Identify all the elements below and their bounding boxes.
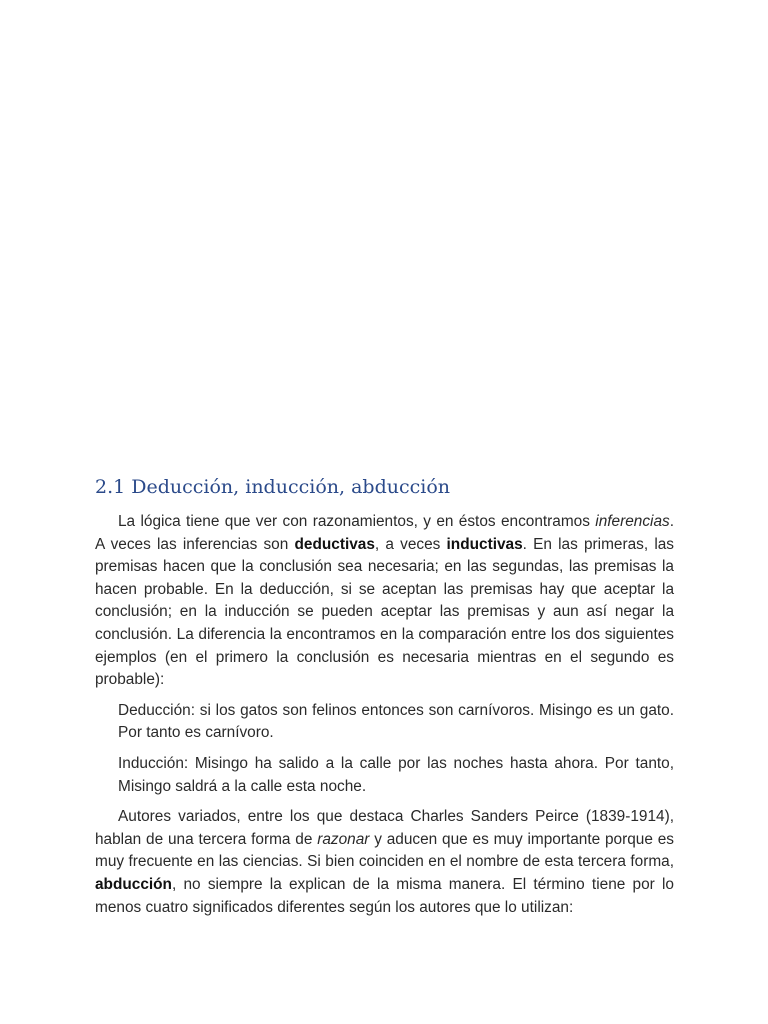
term-abduccion: abducción (95, 875, 172, 893)
section-title: 2.1 Deducción, inducción, abducción (95, 476, 450, 498)
abduction-text-1: Autores variados, entre los que destaca Charles Sanders Peirce (1839-1914), hablan de una tercera forma de (95, 808, 674, 848)
term-razonar: razonar (317, 830, 370, 848)
intro-text-4: . En las primeras, las premisas hacen que la conclusión sea necesaria; en las segundas, las premisas la hacen probable. En la deducción, si se aceptan las premisas hay que aceptar la conclusión; en la inducción se pueden aceptar las premisas y aun así negar la conclusión. La diferencia la encontramos en la comparación entre los dos siguientes ejemplos (en el primero la conclusión es necesaria mientras en el segundo es probable): (95, 535, 675, 689)
term-deductivas: deductivas (294, 535, 375, 553)
term-inferencias: inferencias (595, 513, 670, 530)
intro-text-1: La lógica tiene que ver con razonamientos, y en éstos encontramos (118, 513, 590, 530)
term-inductivas: inductivas (446, 535, 523, 553)
paragraph-intro (95, 511, 674, 692)
example-induction: Inducción: Misingo ha salido a la calle por las noches hasta ahora. Por tanto, Misingo saldrá a la calle esta noche. (118, 754, 674, 795)
intro-text-2: . A veces las inferencias son (95, 513, 674, 553)
body-text (95, 511, 674, 927)
paragraph-abduction (95, 806, 674, 919)
example-deduction: Deducción: si los gatos son felinos entonces son carnívoros. Misingo es un gato. Por tanto es carnívoro. (118, 701, 674, 742)
abduction-text-2: y aducen que es muy importante porque es muy frecuente en las ciencias. Si bien coinciden en el nombre de esta tercera forma, (95, 830, 674, 871)
abduction-text-3: , no siempre la explican de la misma manera. El término tiene por lo menos cuatro significados diferentes según los autores que lo utilizan: (95, 875, 674, 916)
intro-text-3: , a veces (374, 535, 441, 553)
